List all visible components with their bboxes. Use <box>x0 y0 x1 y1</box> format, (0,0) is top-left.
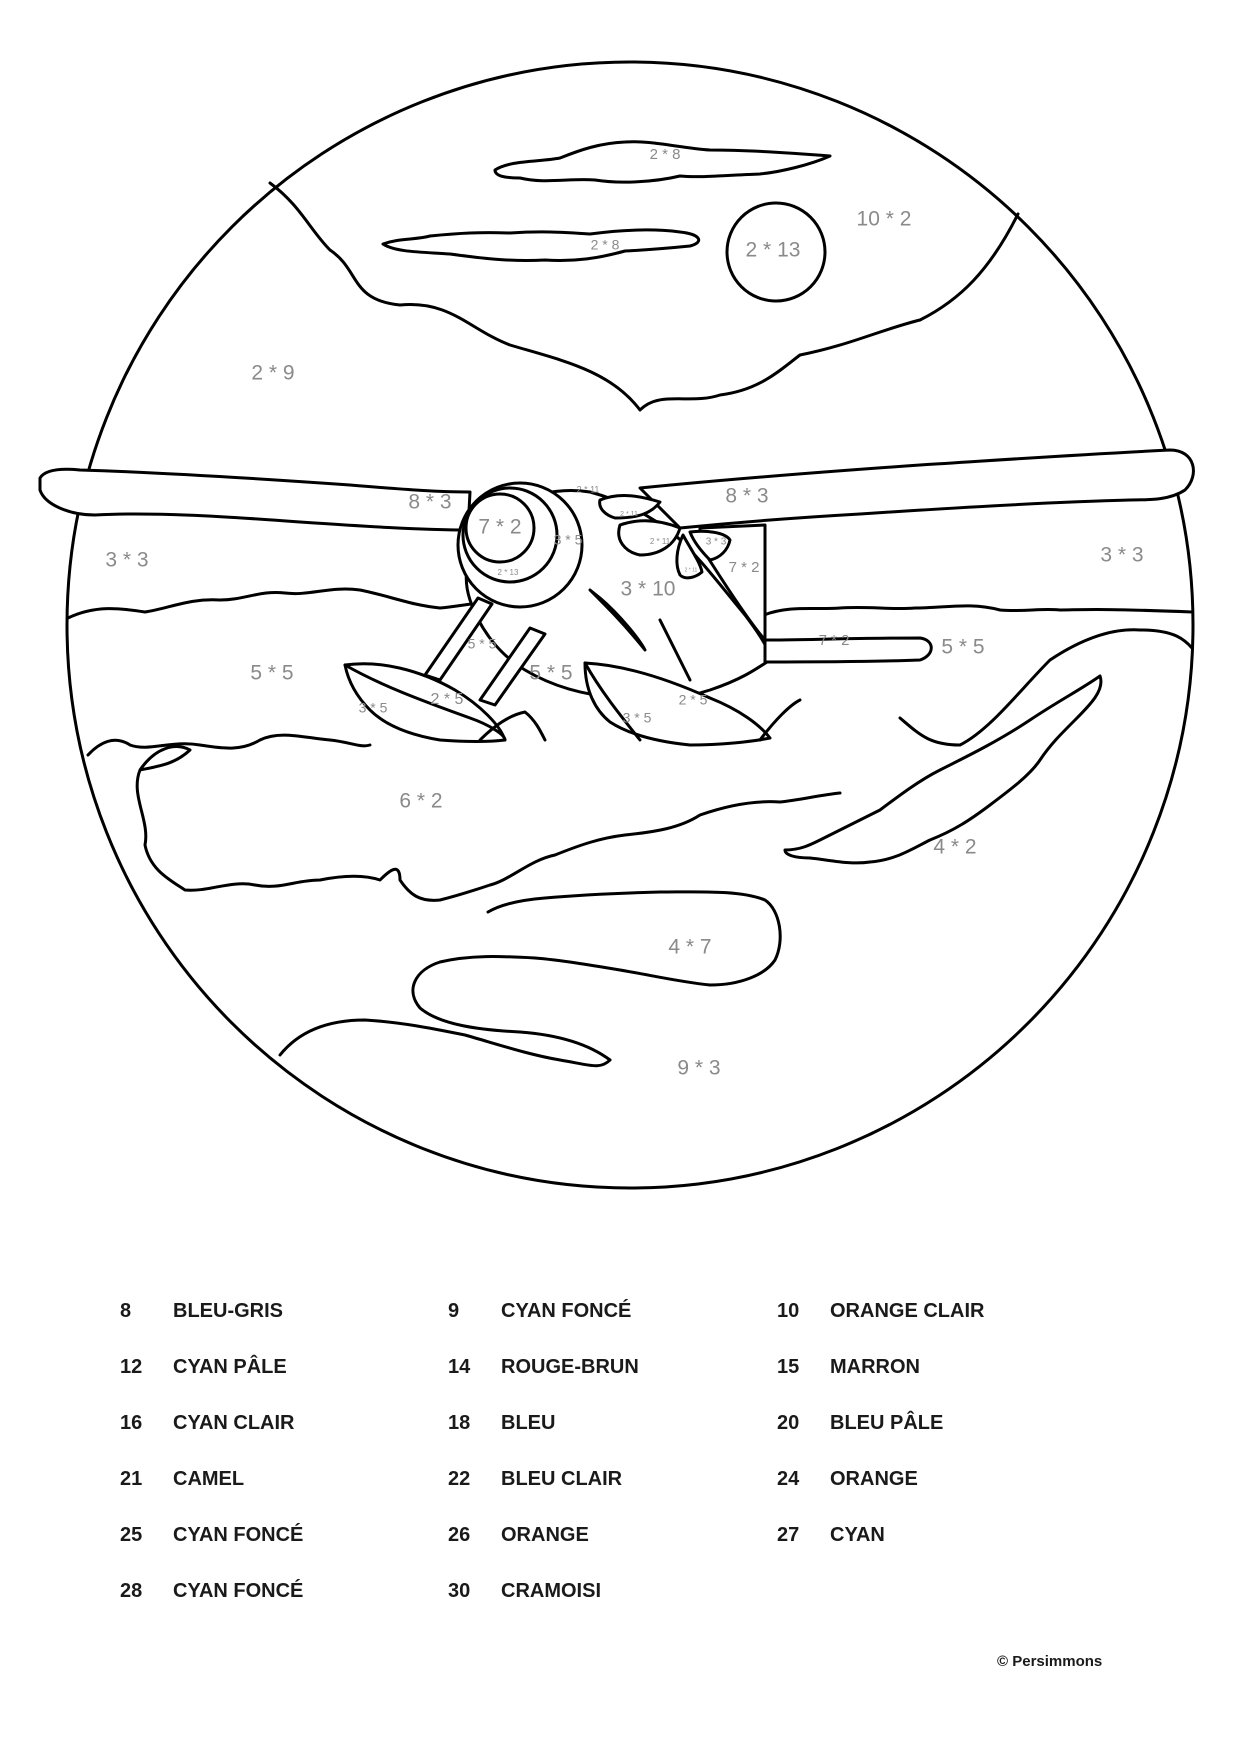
legend-color-name: CYAN FONCÉ <box>173 1524 304 1546</box>
legend-color-name: ORANGE <box>830 1468 918 1490</box>
legend-number: 27 <box>777 1524 800 1546</box>
cloud-left-small-shape <box>383 230 699 261</box>
wing-left-shape <box>40 469 470 530</box>
label-cockpit-top: 2 * 11 <box>576 484 600 495</box>
label-cloud-left-small: 2 * 8 <box>590 236 620 253</box>
legend-number: 16 <box>120 1412 143 1434</box>
legend-color-name: CYAN FONCÉ <box>501 1300 632 1322</box>
legend-number: 21 <box>120 1468 143 1490</box>
legend-color-name: CYAN FONCÉ <box>173 1580 304 1602</box>
legend-color-name: BLEU CLAIR <box>501 1468 623 1490</box>
wing-right-shape <box>640 450 1193 528</box>
legend-number: 9 <box>448 1300 460 1322</box>
label-foam-right: 4 * 2 <box>933 835 977 859</box>
legend-number: 15 <box>777 1356 800 1378</box>
label-tail-fin: 7 * 2 <box>728 558 760 576</box>
legend-number: 22 <box>448 1468 471 1490</box>
label-sky-left: 2 * 9 <box>251 361 295 385</box>
label-cockpit-window-3: 3 * 3 <box>705 536 727 548</box>
label-sun: 2 * 13 <box>745 238 801 262</box>
label-sky-right: 10 * 2 <box>856 207 912 231</box>
legend-number: 20 <box>777 1412 800 1434</box>
label-horizon-right: 3 * 3 <box>1100 543 1144 567</box>
label-wing-left: 8 * 3 <box>408 490 452 514</box>
legend-number: 8 <box>120 1300 132 1322</box>
legend-color-name: ORANGE CLAIR <box>830 1300 985 1322</box>
label-cockpit-window-4: 2 * 11 <box>684 567 698 574</box>
label-float-right-side: 3 * 5 <box>622 709 652 726</box>
legend-number: 30 <box>448 1580 471 1602</box>
label-propeller-hub: 7 * 2 <box>478 515 522 539</box>
label-float-left-side: 3 * 5 <box>358 699 388 716</box>
label-float-left-top: 2 * 5 <box>430 691 464 709</box>
foam-left-shape <box>137 747 840 901</box>
label-water-center: 5 * 5 <box>529 661 573 685</box>
legend-color-name: CYAN PÂLE <box>173 1356 287 1378</box>
legend-number: 10 <box>777 1300 800 1322</box>
horizon-line-right <box>764 606 1192 615</box>
legend-number: 28 <box>120 1580 143 1602</box>
legend-color-name: CAMEL <box>173 1468 245 1490</box>
legend-color-name: BLEU-GRIS <box>173 1300 283 1322</box>
water-bottom-curve <box>280 1020 610 1066</box>
legend-color-name: BLEU PÂLE <box>830 1412 944 1434</box>
water-band <box>88 735 370 755</box>
label-wing-right: 8 * 3 <box>725 484 769 508</box>
legend-number: 26 <box>448 1524 471 1546</box>
legend-color-name: CRAMOISI <box>501 1580 601 1602</box>
legend-number: 18 <box>448 1412 471 1434</box>
legend-number: 25 <box>120 1524 143 1546</box>
legend-number: 24 <box>777 1468 800 1490</box>
legend-color-name: BLEU <box>501 1412 556 1434</box>
label-horizon-left: 3 * 3 <box>105 548 149 572</box>
legend-color-name: ORANGE <box>501 1524 589 1546</box>
legend-color-name: CYAN <box>830 1524 885 1546</box>
label-water-bottom: 9 * 3 <box>677 1056 721 1080</box>
label-water-left: 5 * 5 <box>250 661 294 685</box>
label-foam-left: 6 * 2 <box>399 789 443 813</box>
legend-number: 14 <box>448 1356 471 1378</box>
label-float-right-top: 2 * 5 <box>678 691 708 708</box>
label-fuselage: 3 * 10 <box>620 577 676 601</box>
label-cockpit-window-1: 2 * 11 <box>620 510 638 518</box>
label-tail-plane: 7 * 2 <box>818 631 850 649</box>
legend-number: 12 <box>120 1356 143 1378</box>
label-cockpit-window-2: 2 * 11 <box>649 537 671 547</box>
copyright-notice: © Persimmons <box>997 1653 1103 1670</box>
horizon-line <box>68 589 500 618</box>
legend-color-name: MARRON <box>830 1356 920 1378</box>
label-engine-ring: 2 * 13 <box>497 568 519 578</box>
legend-color-name: CYAN CLAIR <box>173 1412 295 1434</box>
label-cloud-top-small: 2 * 8 <box>649 145 681 163</box>
label-engine-cowling: 3 * 5 <box>553 531 583 548</box>
label-water-right: 5 * 5 <box>941 635 985 659</box>
legend-color-name: ROUGE-BRUN <box>501 1356 639 1378</box>
label-ripple: 4 * 7 <box>668 935 712 959</box>
splash-right <box>760 700 800 740</box>
label-struts: 5 * 5 <box>467 635 497 652</box>
